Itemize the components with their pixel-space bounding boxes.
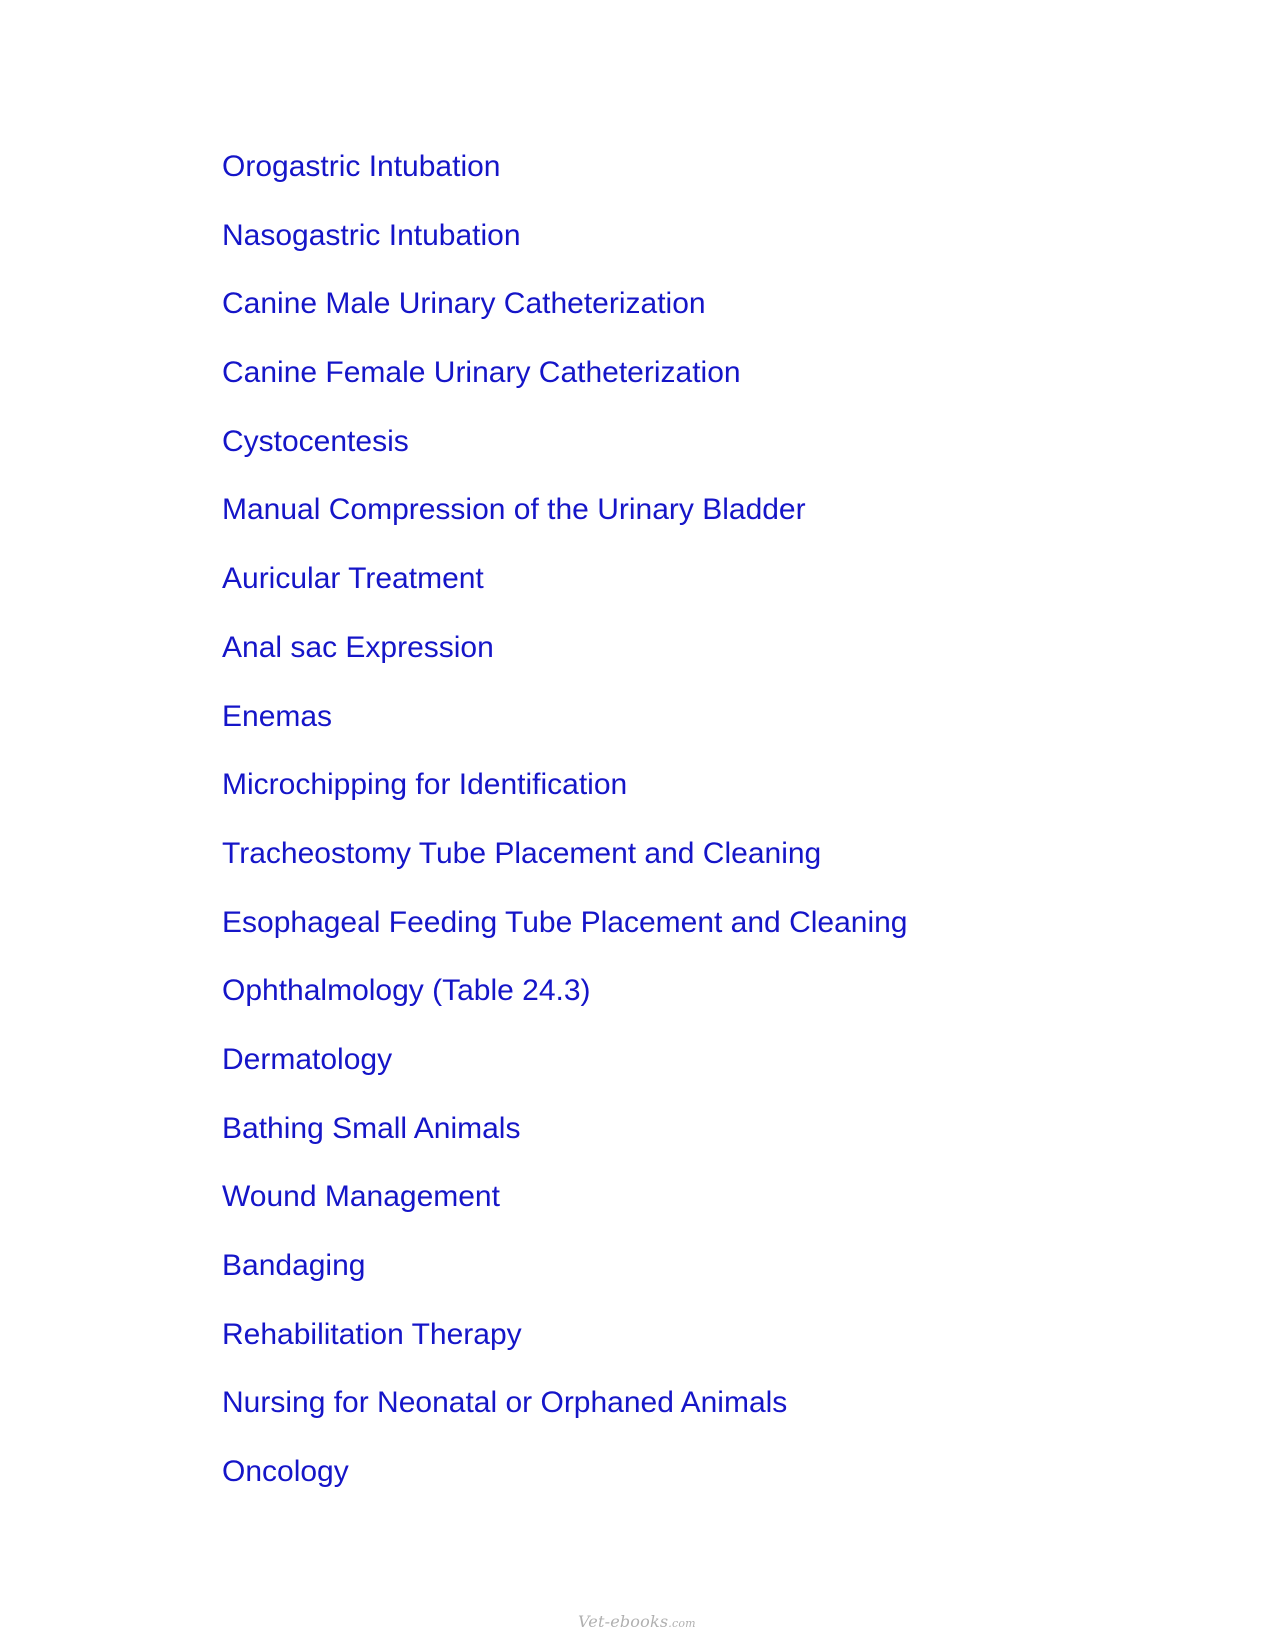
toc-item-nasogastric-intubation[interactable]: Nasogastric Intubation <box>222 218 521 252</box>
toc-item-bandaging[interactable]: Bandaging <box>222 1249 366 1282</box>
toc-item-cystocentesis[interactable]: Cystocentesis <box>222 424 409 458</box>
toc-item-anal-sac-expression[interactable]: Anal sac Expression <box>222 630 494 664</box>
toc-item-manual-compression-urinary-bladder[interactable]: Manual Compression of the Urinary Bladder <box>222 493 806 527</box>
watermark-main: Vet-ebooks <box>578 1612 669 1631</box>
toc-item-orogastric-intubation[interactable]: Orogastric Intubation <box>222 150 501 183</box>
toc-item-wound-management[interactable]: Wound Management <box>222 1180 500 1214</box>
table-of-contents <box>222 147 908 1521</box>
toc-item-bathing-small-animals[interactable]: Bathing Small Animals <box>222 1111 521 1145</box>
toc-item-ophthalmology[interactable]: Ophthalmology (Table 24.3) <box>222 974 591 1008</box>
toc-item-oncology[interactable]: Oncology <box>222 1455 349 1489</box>
toc-item-auricular-treatment[interactable]: Auricular Treatment <box>222 562 484 596</box>
toc-item-nursing-neonatal-orphaned[interactable]: Nursing for Neonatal or Orphaned Animals <box>222 1386 788 1420</box>
toc-item-rehabilitation-therapy[interactable]: Rehabilitation Therapy <box>222 1317 522 1351</box>
watermark-logo <box>578 1612 696 1631</box>
watermark-suffix: .com <box>668 1617 696 1630</box>
toc-item-tracheostomy-tube[interactable]: Tracheostomy Tube Placement and Cleaning <box>222 836 822 870</box>
toc-item-esophageal-feeding-tube[interactable]: Esophageal Feeding Tube Placement and Cleaning <box>222 905 908 939</box>
toc-item-enemas[interactable]: Enemas <box>222 699 333 733</box>
toc-item-canine-male-urinary-catheterization[interactable]: Canine Male Urinary Catheterization <box>222 287 706 321</box>
toc-item-canine-female-urinary-catheterization[interactable]: Canine Female Urinary Catheterization <box>222 356 741 390</box>
toc-item-microchipping[interactable]: Microchipping for Identification <box>222 768 628 802</box>
toc-item-dermatology[interactable]: Dermatology <box>222 1042 393 1076</box>
